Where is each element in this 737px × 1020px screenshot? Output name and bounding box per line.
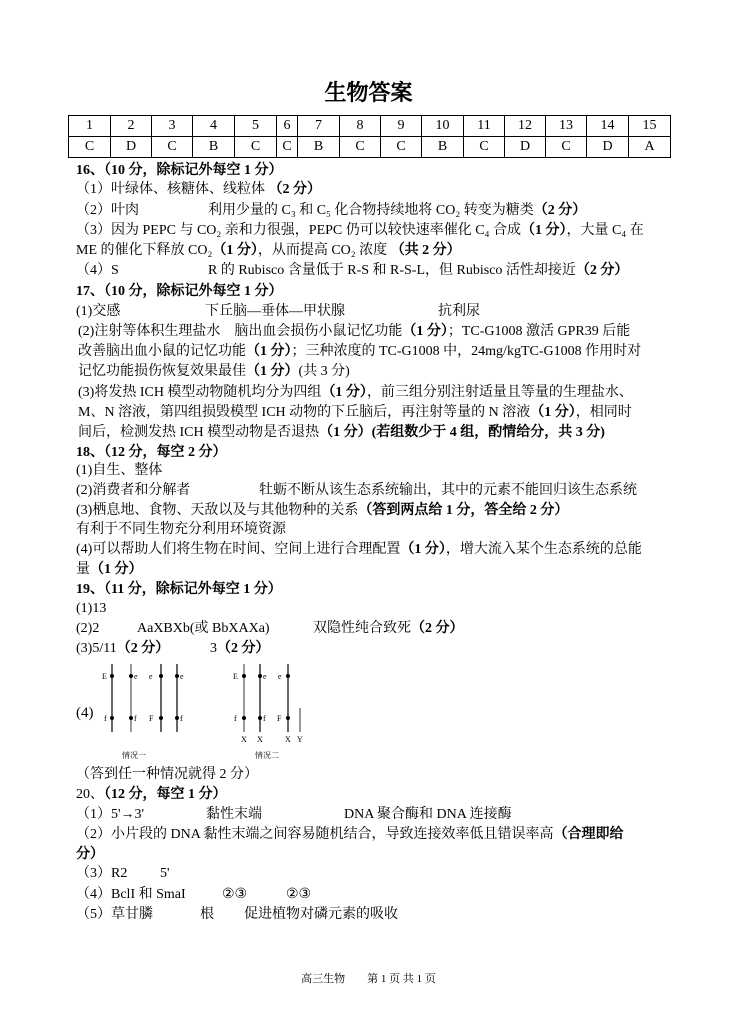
q17-line7 [78,424,605,442]
q16-line1 [76,181,321,199]
answer-text: （2）叶肉 [76,203,139,218]
gene-label: X [285,735,291,744]
gene-label: X [257,735,263,744]
answer-text: （3）R2 [76,866,128,881]
gene-label: E [102,672,107,681]
answer-text: 根 [200,907,214,922]
q20-line3 [76,865,676,883]
question-number-cell: 12 [505,116,546,137]
q20-line2-cont: 分） [76,847,104,862]
answer-cell: C [464,137,505,158]
answer-text: 黏性末端 [206,807,262,822]
q20-line4 [76,886,676,904]
q18-line6 [76,561,143,579]
gene-label: f [180,714,183,723]
answer-text: 双隐性纯合致死 [313,621,411,636]
gene-label: X [241,735,247,744]
question-number-cell: 6 [277,116,298,137]
answer-cell: B [422,137,464,158]
score: （1 分） [90,562,143,577]
q19-line4-label: (4) [76,705,94,721]
q19-heading: 19、（11 分，除标记外每空 1 分） [76,582,282,597]
answer-text: ；TC-G1008 激活 GPR39 后能 [447,324,631,339]
score: （1 分） [212,243,258,258]
answer-text: ，前三组分别注射适量且等量的生理盐水、 [366,385,633,400]
q16-line2 [76,202,676,220]
answer-text: （4）S [76,263,119,278]
answer-text: 下丘脑—垂体—甲状腺 [205,304,345,319]
answer-cell: C [381,137,422,158]
answer-cell: B [193,137,235,158]
answer-text: （1）5'→3' [76,807,145,822]
score: （1 分） [530,405,576,420]
question-number-cell: 7 [298,116,340,137]
gene-label: f [234,714,237,723]
answer-cell: C [69,137,111,158]
answer-cell: A [629,137,671,158]
q18-line4: 有利于不同生物充分利用环境资源 [76,522,286,537]
question-number-cell: 5 [235,116,277,137]
answer-text: 牡蛎不断从该生态系统输出，其中的元素不能回归该生态系统 [259,483,637,498]
question-number: 20、 [76,787,104,802]
answer-text: （1）叶绿体、核糖体、线粒体 [76,182,269,197]
question-number-cell: 15 [629,116,671,137]
score: （2 分） [411,621,464,636]
q18-line2 [76,482,676,500]
answer-text: ②③ [286,887,312,902]
score: （2 分） [217,641,270,656]
score: （1 分） [246,344,292,359]
q17-line5 [78,384,633,402]
q20-heading [76,786,227,804]
score: （1 分） [321,385,367,400]
answer-text: ，大量 C₄ 在 [566,223,644,238]
score: (共 3 分) [298,364,350,379]
answer-text: ，增大流入某个生态系统的总能 [445,542,642,557]
answer-text: 间后，检测发热 ICH 模型动物是否退热 [78,425,320,440]
question-number-cell: 2 [111,116,152,137]
answer-text: (3)栖息地、食物、天敌以及与其他物种的关系 [76,503,359,518]
answer-text: ，相同时 [575,405,632,420]
answer-cell: C [340,137,381,158]
answer-text: 记忆功能损伤恢复效果最佳 [78,364,246,379]
q17-line6 [78,404,632,422]
score: （1 分） [402,324,448,339]
answer-text: 5' [160,866,170,881]
score: （合理即给 [553,827,624,842]
score: （12 分，每空 1 分） [104,787,227,802]
gene-label: E [233,672,238,681]
score: （2 分） [116,641,170,656]
answer-text: 量 [76,562,90,577]
q16-line4 [76,242,461,260]
answer-text: ；三种浓度的 TC-G1008 中，24mg/kgTC-G1008 作用时对 [291,344,642,359]
answer-text: 改善脑出血小鼠的记忆功能 [78,344,246,359]
q19-note: （答到任一种情况就得 2 分） [76,767,258,782]
q17-heading: 17、（10 分，除标记外每空 1 分） [76,284,283,299]
answer-cell: C [546,137,587,158]
question-number-cell: 3 [152,116,193,137]
answer-cell: D [505,137,546,158]
gene-label: e [149,672,153,681]
answer-text: R 的 Rubisco 含量低于 R-S 和 R-S-L，但 Rubisco 活性却接近 [208,263,576,278]
score: （1 分）(若组数少于 4 组，酌情给分，共 3 分) [319,425,605,440]
answer-text: 利用少量的 C₃ 和 C₅ 化合物持续地将 CO₂ 转变为糖类 [208,203,534,218]
footer-page-number: 第 1 页 共 1 页 [367,973,436,985]
q18-line5 [76,541,642,559]
score: （共 2 分） [390,243,461,258]
page-title: 生物答案 [324,81,413,106]
answer-cell: D [111,137,152,158]
question-number-cell: 14 [587,116,629,137]
answer-cell: C [235,137,277,158]
q17-line4 [78,363,350,381]
q19-line1: (1)13 [76,601,107,616]
q18-heading: 18、（12 分，每空 2 分） [76,445,227,460]
gene-label: f [104,714,107,723]
gene-labels [102,672,303,744]
question-number-cell: 8 [340,116,381,137]
answer-cell: B [298,137,340,158]
gene-label: e [263,672,267,681]
score: （2 分） [268,182,321,197]
q16-line3 [76,222,644,240]
score: （1 分） [520,223,567,238]
answer-cell: C [152,137,193,158]
q20-line2 [76,826,624,844]
gene-label: Y [297,735,303,744]
chromosomes [112,664,300,732]
page-footer [0,970,737,986]
answer-text: AaXBXb(或 BbXAXa) [137,621,270,636]
score: （答到两点给 1 分，答全给 2 分） [358,503,569,518]
q18-line3 [76,502,568,520]
gene-label: f [134,714,137,723]
answer-text: 促进植物对磷元素的吸收 [244,907,398,922]
question-number-cell: 1 [69,116,111,137]
q17-line3 [78,343,641,361]
answer-text: (3)5/11 [76,641,117,656]
answer-text: （3）因为 PEPC 与 CO₂ 亲和力很强，PEPC 仍可以较快速率催化 C₄ 合成 [76,223,521,238]
answer-text: ，从而提高 CO₂ 浓度 [257,243,391,258]
answer-text: （2）小片段的 DNA 黏性末端之间容易随机结合，导致连接效率低且错误率高 [76,827,554,842]
case1-caption: 情况一 [122,751,146,760]
q17-line2 [78,323,630,341]
score: （2 分） [533,203,587,218]
answer-text: 3 [210,641,217,656]
answer-text: (2)注射等体积生理盐水 脑出血会损伤小鼠记忆功能 [78,324,403,339]
gene-label: e [134,672,138,681]
answer-text: ME 的催化下释放 CO₂ [76,243,213,258]
score: （2 分） [575,263,629,278]
question-number-cell: 9 [381,116,422,137]
answer-cell: D [587,137,629,158]
answer-text: (1)交感 [76,304,121,319]
gene-label: e [180,672,184,681]
q17-line1 [76,303,676,321]
answer-text: M、N 溶液，第四组损毁模型 ICH 动物的下丘脑后，再注射等量的 N 溶液 [78,405,531,420]
q19-line2 [76,620,676,638]
score: （1 分） [400,542,446,557]
gene-label: F [149,714,154,723]
q20-line1 [76,806,676,824]
q18-line1: (1)自生、整体 [76,463,163,478]
q19-line3 [76,640,676,658]
answer-cell: C [277,137,298,158]
q16-line5 [76,262,676,280]
q16-heading: 16、（10 分，除标记外每空 1 分） [76,163,283,178]
q20-line5 [76,906,676,924]
answer-text: (2)消费者和分解者 [76,483,191,498]
gene-label: e [278,672,282,681]
answer-table [68,115,671,158]
answer-text: （4）BclI 和 SmaI [76,887,186,902]
answer-text: （5）草甘膦 [76,907,153,922]
answer-text: 抗利尿 [438,304,480,319]
score: （1 分） [246,364,299,379]
question-number-cell: 4 [193,116,235,137]
gene-label: F [277,714,282,723]
question-number-cell: 13 [546,116,587,137]
question-number-cell: 10 [422,116,464,137]
question-number-row [69,116,671,137]
chromosome-figure [100,660,320,764]
answer-text: (4)可以帮助人们将生物在时间、空间上进行合理配置 [76,542,401,557]
question-number-cell: 11 [464,116,505,137]
answer-text: (3)将发热 ICH 模型动物随机均分为四组 [78,385,322,400]
footer-subject: 高三生物 [301,973,346,985]
answer-text: ②③ [222,887,248,902]
answer-row [69,137,671,158]
gene-label: f [263,714,266,723]
answer-text: (2)2 [76,621,100,636]
answer-text: DNA 聚合酶和 DNA 连接酶 [344,807,512,822]
case2-caption: 情况二 [255,751,279,760]
